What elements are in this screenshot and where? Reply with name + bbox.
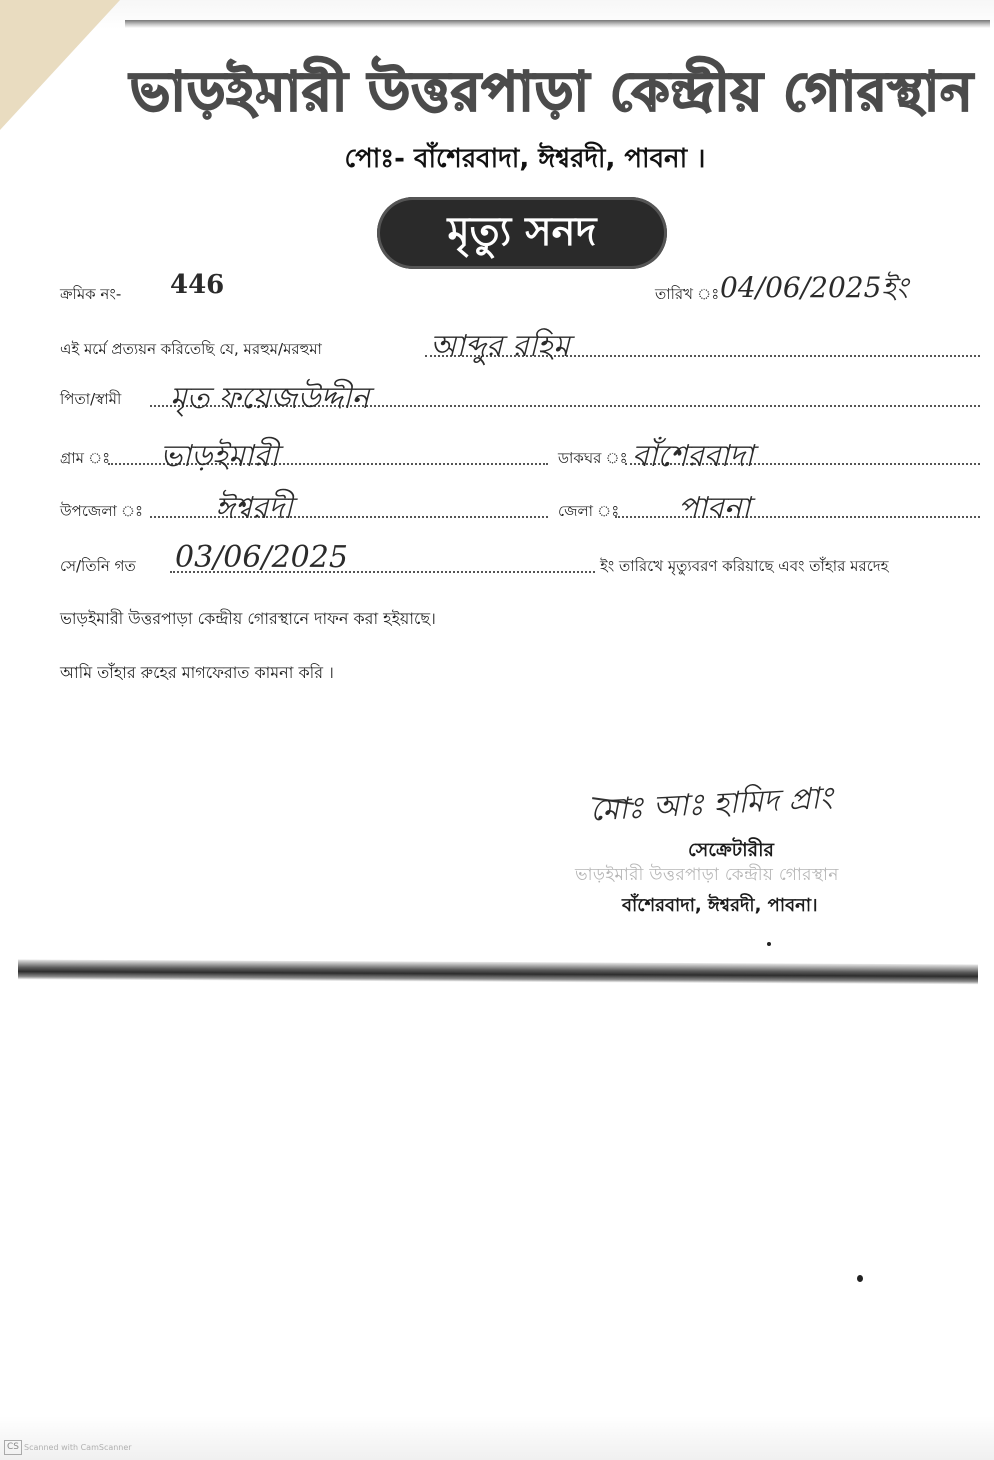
handwritten-signature: মোঃ আঃ হামিদ প্রাং (589, 780, 834, 829)
signatory-address: বাঁশেরবাদা, ঈশ্বরদী, পাবনা। (622, 895, 818, 916)
prayer-statement: আমি তাঁহার রুহের মাগফেরাত কামনা করি । (60, 663, 334, 682)
scanner-watermark: Scanned with CamScanner (24, 1443, 132, 1452)
top-border-rule (125, 20, 990, 28)
district-name: পাবনা (678, 491, 751, 526)
graveyard-name-heading: ভাড়ইমারী উত্তরপাড়া কেন্দ্রীয় গোরস্থান (130, 59, 974, 123)
death-date-prefix: সে/তিনি গত (60, 557, 136, 575)
certificate-title: মৃত্যু সনদ (447, 208, 597, 255)
post-office-name: বাঁশেরবাদা (632, 439, 754, 474)
village-name: ভাড়ইমারী (160, 439, 279, 474)
death-date: 03/06/2025 (175, 540, 348, 575)
village-label: গ্রাম ঃ (60, 449, 111, 467)
header-address: পোঃ- বাঁশেরবাদা, ঈশ্বরদী, পাবনা । (344, 144, 706, 174)
issue-date: 04/06/2025ইং (720, 271, 908, 304)
burial-statement: ভাড়ইমারী উত্তরপাড়া কেন্দ্রীয় গোরস্থানে দাফন করা হইয়াছে। (60, 609, 436, 628)
signatory-organization: ভাড়ইমারী উত্তরপাড়া কেন্দ্রীয় গোরস্থান (575, 865, 839, 885)
stray-dot (857, 1275, 863, 1282)
post-office-label: ডাকঘর ঃ (558, 449, 628, 467)
serial-number: 446 (170, 270, 225, 300)
stray-dot (767, 942, 771, 946)
district-label: জেলা ঃ (558, 502, 620, 520)
date-label: তারিখ ঃ (655, 285, 720, 303)
upazila-dotted-line (150, 516, 548, 518)
folded-corner (0, 0, 120, 130)
serial-label: ক্রমিক নং- (60, 285, 122, 303)
deceased-label: এই মর্মে প্রত্যয়ন করিতেছি যে, মরহুম/মরহুমা (60, 340, 322, 358)
deceased-name: আব্দুর রহিম (430, 329, 570, 364)
signatory-role: সেক্রেটারীর (688, 839, 774, 861)
district-dotted-line (615, 516, 980, 518)
father-label: পিতা/স্বামী (60, 390, 122, 408)
upazila-name: ঈশ্বরদী (215, 491, 293, 526)
upazila-label: উপজেলা ঃ (60, 502, 144, 520)
death-date-suffix: ইং তারিখে মৃত্যুবরণ করিয়াছে এবং তাঁহার মরদেহ (600, 557, 889, 575)
camscanner-logo-icon: CS (4, 1440, 22, 1455)
father-name: মৃত ফয়েজউদ্দীন (170, 381, 370, 416)
certificate-title-badge (377, 197, 667, 269)
